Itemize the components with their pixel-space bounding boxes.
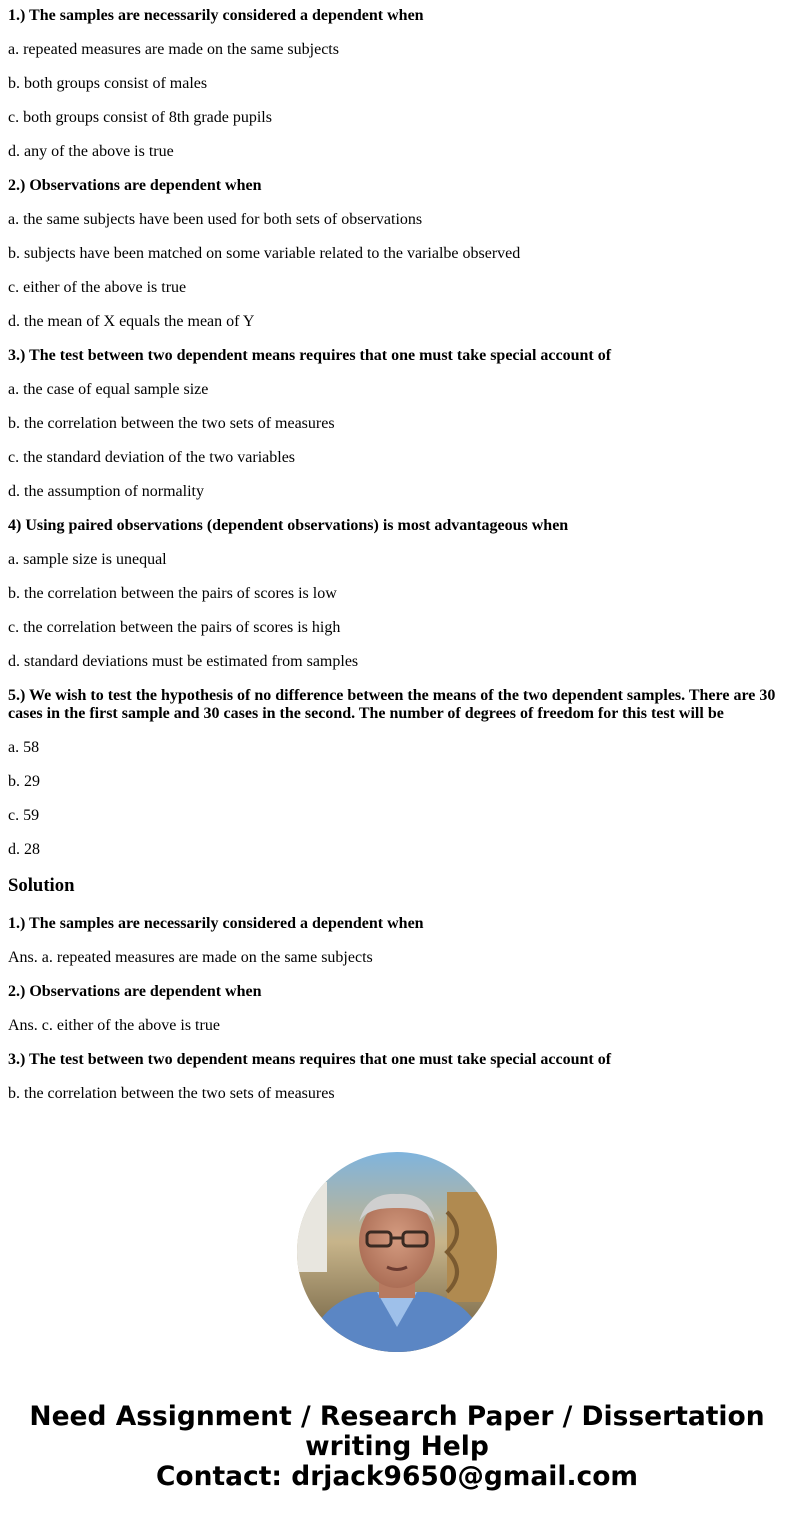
option-a: a. the case of equal sample size — [8, 381, 209, 398]
question-text: 4) Using paired observations (dependent observations) is most advantageous when — [8, 517, 569, 534]
option-d: d. the assumption of normality — [8, 483, 204, 500]
solution-question-2: 2.) Observations are dependent when — [8, 983, 262, 1000]
solution-question-3: 3.) The test between two dependent means requires that one must take special account of — [8, 1051, 612, 1068]
option-c: c. the standard deviation of the two variables — [8, 449, 296, 466]
option-d: d. any of the above is true — [8, 143, 174, 160]
author-photo — [297, 1152, 497, 1352]
option-c: c. either of the above is true — [8, 279, 187, 296]
promo-section — [0, 1152, 794, 1492]
promo-contact[interactable]: Contact: drjack9650@gmail.com — [155, 1461, 639, 1492]
solution-heading: Solution — [8, 875, 75, 896]
promo-text — [0, 1402, 794, 1492]
option-d: d. the mean of X equals the mean of Y — [8, 313, 255, 330]
question-text: 3.) The test between two dependent means requires that one must take special account of — [8, 347, 612, 364]
person-portrait-icon — [297, 1152, 497, 1352]
option-a: a. repeated measures are made on the same subjects — [8, 41, 339, 58]
option-b: b. subjects have been matched on some variable related to the varialbe observed — [8, 245, 521, 262]
option-a: a. 58 — [8, 739, 40, 756]
option-d: d. standard deviations must be estimated from samples — [8, 653, 359, 670]
question-text: 1.) The samples are necessarily considered a dependent when — [8, 7, 424, 24]
question-1 — [8, 0, 786, 161]
option-d: d. 28 — [8, 841, 40, 858]
option-b: b. the correlation between the two sets of measures — [8, 415, 335, 432]
question-3 — [8, 347, 786, 501]
question-text: 5.) We wish to test the hypothesis of no difference between the means of the two dependent samples. There are 30 cases in the first sample and 30 cases in the second. The number of degrees of freedom for this test will be — [8, 687, 776, 722]
option-b: b. both groups consist of males — [8, 75, 208, 92]
option-b: b. 29 — [8, 773, 40, 790]
solution-answer-1: Ans. a. repeated measures are made on the same subjects — [8, 949, 373, 966]
question-5 — [8, 687, 786, 859]
option-a: a. sample size is unequal — [8, 551, 167, 568]
option-b: b. the correlation between the pairs of scores is low — [8, 585, 337, 602]
promo-line-2: writing Help — [305, 1431, 489, 1462]
option-c: c. 59 — [8, 807, 40, 824]
option-c: c. both groups consist of 8th grade pupils — [8, 109, 272, 126]
question-4 — [8, 517, 786, 671]
promo-line-1: Need Assignment / Research Paper / Dissertation — [29, 1401, 765, 1432]
question-2 — [8, 177, 786, 331]
solution-answer-3: b. the correlation between the two sets of measures — [8, 1085, 335, 1102]
option-a: a. the same subjects have been used for both sets of observations — [8, 211, 423, 228]
option-c: c. the correlation between the pairs of scores is high — [8, 619, 341, 636]
solution-section — [8, 875, 786, 1103]
question-text: 2.) Observations are dependent when — [8, 177, 262, 194]
solution-question-1: 1.) The samples are necessarily considered a dependent when — [8, 915, 424, 932]
solution-answer-2: Ans. c. either of the above is true — [8, 1017, 220, 1034]
